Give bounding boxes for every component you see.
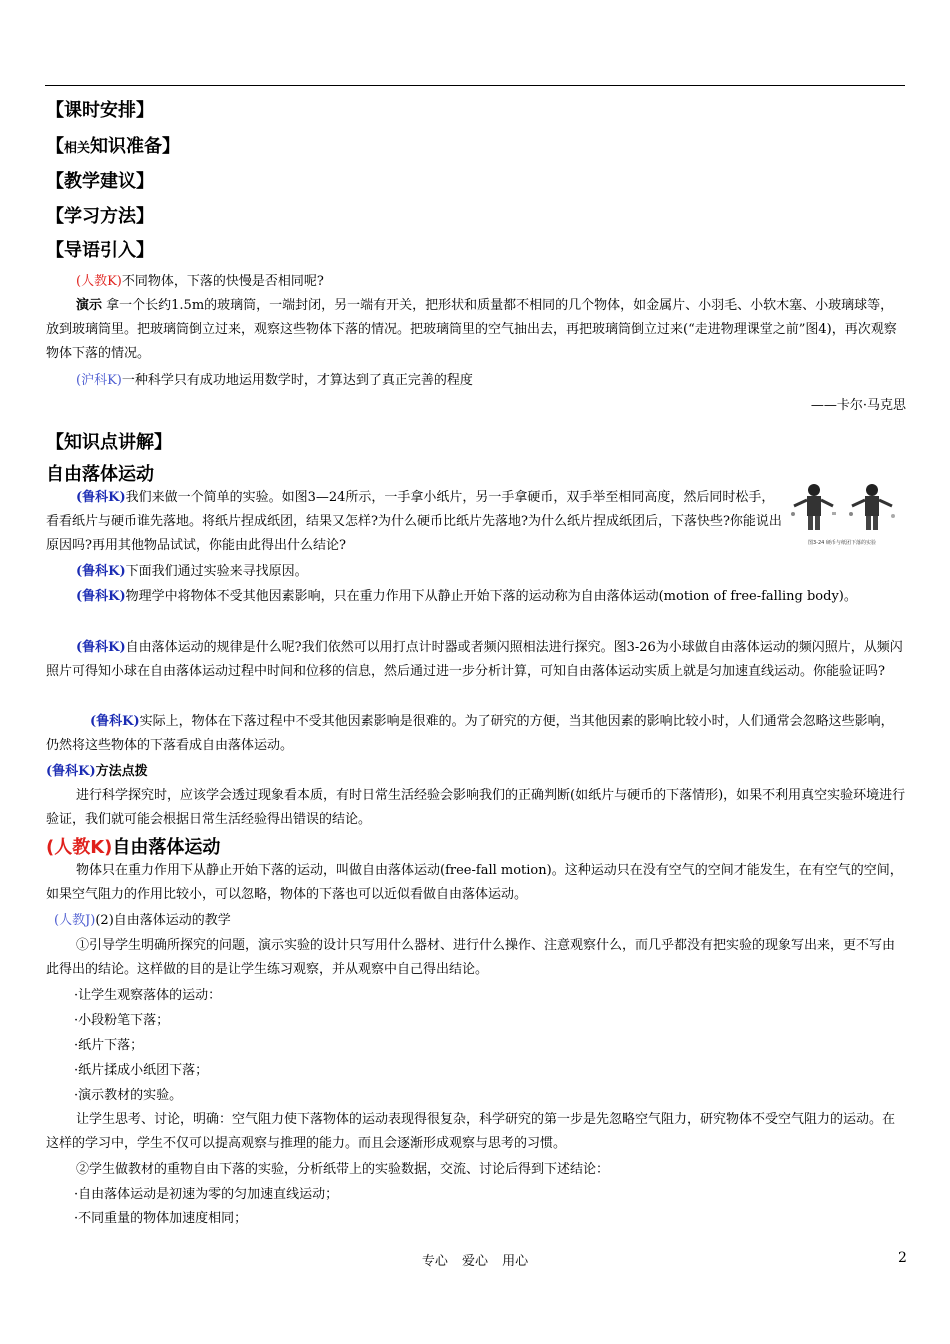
page-number: 2 [898, 1250, 907, 1266]
intro-question: (人教K)不同物体，下落的快慢是否相同呢? [76, 274, 324, 289]
page-footer: 专心 爱心 用心 [421, 1254, 529, 1269]
figure-caption: 图3-24 硬币与纸团下落的实验 [808, 540, 876, 546]
bullet-item: ·纸片下落； [74, 1038, 144, 1053]
bullet-item: ·小段粉笔下落； [74, 1013, 170, 1028]
bullet-item: ·纸片揉成小纸团下落； [74, 1063, 209, 1078]
intro-demo: 演示 拿一个长约1.5m的玻璃筒，一端封闭，另一端有开关，把形状和质量都不相同的几个物体，如金属片、小羽毛、小软木塞、小玻璃球等，放到玻璃筒里。把玻璃筒倒立过来，观察这些物体下落的情况。把玻璃筒里的空气抽出去，再把玻璃筒倒立过来(“走进物理课堂之前”图4)，再次观察物体下落的情况。 [46, 298, 897, 361]
luke-paragraph-3: (鲁科K)物理学中将物体不受其他因素影响，只在重力作用下从静止开始下落的运动称为自由落体运动(motion of free-falling body)。 [76, 589, 857, 604]
renj-subheading: (人教J)(2)自由落体运动的教学 [54, 913, 231, 928]
falling-objects-figure [788, 480, 906, 548]
section-title-free-fall: 自由落体运动 [46, 464, 154, 485]
figure-person-left [791, 484, 836, 530]
luke-paragraph-2: (鲁科K)下面我们通过实验来寻找原因。 [76, 564, 308, 579]
quote-author: ——卡尔·马克思 [810, 398, 906, 413]
method-tip-heading: (鲁科K)方法点拨 [46, 764, 148, 779]
heading-knowledge-prep: 【相关知识准备】 [46, 136, 181, 157]
luke-paragraph-1: (鲁科K)我们来做一个简单的实验。如图3—24所示，一手拿小纸片，另一手拿硬币，双手举至相同高度，然后同时松手，看看纸片与硬币谁先落地。将纸片捏成纸团，结果又怎样?为什么硬币比纸片先落地?为什么纸片捏成纸团后，下落快些?你能说出原因吗?再用其他物品试试，你能由此得出什么结论? [46, 490, 782, 553]
bullet-item: ·不同重量的物体加速度相同； [74, 1211, 248, 1226]
heading-knowledge-points: 【知识点讲解】 [46, 432, 172, 453]
luke-paragraph-5: (鲁科K)实际上，物体在下落过程中不受其他因素影响是很难的。为了研究的方便，当其他因素的影响比较小时，人们通常会忽略这些影响，仍然将这些物体的下落看成自由落体运动。 [46, 714, 894, 753]
teaching-step-1: ①引导学生明确所探究的问题，演示实验的设计只写用什么器材、进行什么操作、注意观察什么，而几乎都没有把实验的现象写出来，更不写由此得出的结论。这样做的目的是让学生练习观察，并从观察中自己得出结论。 [46, 938, 896, 977]
heading-introduction: 【导语引入】 [46, 240, 154, 261]
heading-teaching-suggestions: 【教学建议】 [46, 171, 154, 192]
discussion-paragraph: 让学生思考、讨论，明确：空气阻力使下落物体的运动表现得很复杂，科学研究的第一步是先忽略空气阻力，研究物体不受空气阻力的运动。在这样的学习中，学生不仅可以提高观察与推理的能力。而且会逐渐形成观察与思考的习惯。 [46, 1112, 896, 1151]
luke-paragraph-4: (鲁科K)自由落体运动的规律是什么呢?我们依然可以用打点计时器或者频闪照相法进行探究。图3-26为小球做自由落体运动的频闪照片，从频闪照片可得知小球在自由落体运动过程中时间和位移的信息，然后通过进一步分析计算，可知自由落体运动实质上就是匀加速直线运动。你能验证吗? [46, 640, 903, 679]
teaching-step-2: ②学生做教材的重物自由下落的实验，分析纸带上的实验数据，交流、讨论后得到下述结论： [76, 1162, 610, 1177]
renjiao-definition: 物体只在重力作用下从静止开始下落的运动，叫做自由落体运动(free-fall motion)。这种运动只在没有空气的空间才能发生，在有空气的空间，如果空气阻力的作用比较小，可以忽略，物体的下落也可以近似看做自由落体运动。 [46, 863, 903, 902]
bullet-item: ·演示教材的实验。 [74, 1088, 183, 1103]
intro-quote: (沪科K)一种科学只有成功地运用数学时，才算达到了真正完善的程度 [76, 373, 473, 388]
top-rule [45, 85, 905, 86]
heading-learning-methods: 【学习方法】 [46, 206, 154, 227]
heading-schedule: 【课时安排】 [46, 100, 154, 121]
bullet-item: ·自由落体运动是初速为零的匀加速直线运动； [74, 1187, 339, 1202]
figure-person-right [849, 484, 895, 530]
bullet-item: ·让学生观察落体的运动： [74, 988, 222, 1003]
section-title-renjiao: (人教K)自由落体运动 [46, 837, 221, 858]
method-tip-text: 进行科学探究时，应该学会透过现象看本质，有时日常生活经验会影响我们的正确判断(如纸片与硬币的下落情形)，如果不利用真空实验环境进行验证，我们就可能会根据日常生活经验得出错误的结论。 [46, 788, 906, 827]
